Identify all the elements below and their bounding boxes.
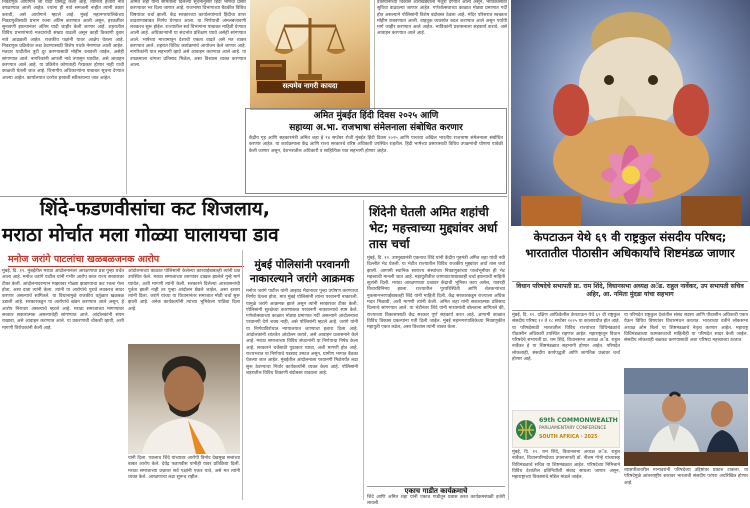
banner-text: सत्यमेव नागरी कायदा [282,82,338,90]
amit-bottom-headline: एकाच गाडीत कार्यक्रमाचे [404,487,468,495]
cpa-logo [512,410,620,448]
cpa-headline: केपटाऊन येथे ६९ वी राष्ट्रकुल संसदीय परिषद; भारतातील पीठासीन अधिकार्यांचे शिष्टमंडळ जाणार [525,230,735,260]
cpa-col4-text: व्यासपीठावरील मान्यवरांनी परिषदेच्या उद्दिष्टांवर प्रकाश टाकला. या परिषदेमुळे आंतरराष्ट्रीय स्तरावर भारताची संसदीय परंपरा अधोरेखित होणार आहे. [624,468,748,486]
shinde-headline-line2: मराठा मोर्चात मला गोळ्या घालायचा डाव [2,224,279,246]
police-headline-line2: नाकारल्याने जरांगे आक्रमक [249,273,355,285]
cpa-subheadline: विधान परिषदेचे सभापती प्रा. राम शिंदे, विधानसभा अध्यक्ष अॅड. राहुल नार्वेकर, उप सभापती सचिव अहिर, आ. नमिता मुंदडा यांचा सहभाग [516,283,744,299]
shinde-col1-text: मुंबई, दि. १२. मुंबईतील मराठा आंदोलनानंतर आरक्षणाचा प्रश्न पुन्हा चर्चेत आला आहे. मनोज जरांगे पाटील यांनी गंभीर आरोप करत राज्य सरकारवर टीका केली. आंदोलनादरम्यान माझ्यावर गोळ्या झाडण्याचा कट रचला गेला होता, असा दावा त्यांनी केला. त्यांनी या आरोपांचे पुरावे लवकरच सादर करणार असल्याचे सांगितले. या विधानामुळे राजकीय वर्तुळात खळबळ उडाली आहे. सरकारकडून या आरोपांचे खंडन करण्यात आले असून, हे आरोप निराधार असल्याचे म्हटले आहे. मराठा समाजाच्या मागण्यांवर सरकार सकारात्मक असल्याचेही सांगण्यात आले. आंदोलकांनी संयम राखावा, असे आवाहन करण्यात आले. या प्रकरणाची चौकशी व्हावी, अशी मागणी विरोधकांनी केली आहे. [2,269,124,331]
shinde-caption-text: यांनी दिला. एकनाथ शिंदे यांच्यावर आरोपी विनोद देखमुख सत्तांच्या बाबत आरोप केले. देवेंद्र फडणवीस यांनीही यावर प्रतिक्रिया दिली. मराठा समाजाच्या प्रश्नावर सर्व पक्षांनी एकत्र यावे, असे मत त्यांनी व्यक्त केले. आरक्षणाचा लढा सुरूच राहील. [128,456,240,480]
hindi-day-box [245,108,507,194]
hindi-day-body: केंद्रीय गृह आणि सहकारमंत्री अमित शहा हे १४ सप्टेंबर रोजी मुंबईत हिंदी दिवस २०२५ आणि पाचव्या अखिल भारतीय राजभाषा संमेलनाला संबोधित करणार आहेत. या कार्यक्रमाला केंद्र आणि राज्य सरकारचे वरिष्ठ अधिकारी उपस्थित राहतील. हिंदी भाषेच्या प्रसारासाठी विविध उपक्रमांची घोषणा यावेळी केली जाणार असून, देशभरातील अधिकारी व साहित्यिक यात सहभागी होणार आहेत. [249,136,503,154]
shinde-col2-text: आंदोलनाच्या काळात पोलिसांनी केलेल्या कारवाईबाबतही त्यांनी प्रश्न उपस्थित केले. मराठा समाजाच्या तरुणांवर दाखल झालेले गुन्हे मागे घ्यावेत, अशी मागणी त्यांनी केली. सरकारने दिलेल्या आश्वासनांची पूर्तता झाली नाही तर पुन्हा आंदोलन छेडले जाईल, असा इशारा त्यांनी दिला. जरांगे यांच्या या विधानानंतर समाजात मोठी चर्चा सुरू झाली आहे. अनेक कार्यकर्त्यांनी त्यांच्या भूमिकेला पाठिंबा दिला आहे. [128,269,240,312]
ganesh-idol-photo [511,0,750,226]
cpa-logo-subtitle: PARLIAMENTARY CONFERENCE [539,426,607,431]
jarange-photo [128,344,240,454]
cpa-col3-text: मुंबई, दि. १२. राम शिंदे, विधानसभा अध्यक्ष अॅड. राहुल नार्वेकर, विधानपरिषदेच्या उपसभापती डॉ. नीलम गोऱ्हे यांच्यासह विधिमंडळाचे सचिव या शिष्टमंडळात आहेत. परिषदेच्या निमित्ताने विविध देशांतील प्रतिनिधींशी संवाद साधला जाणार असून, महाराष्ट्राच्या विकासाचे मॉडेल मांडले जाईल. [512,450,620,481]
person-icon [128,344,240,454]
officials-icon [624,368,748,466]
amit-headline: शिंदेनी घेतली अमित शहांची भेट; महत्त्वाच्या मुद्द्यांवर अर्धा तास चर्चा [369,205,498,251]
amit-bottom-text: शिंदे आणि अमित शहा यांनी एकाच गाडीतून प्रवास करत कार्यक्रमस्थळी हजेरी लावली. [367,495,505,507]
amit-body-text: मुंबई, दि. १२. उपमुख्यमंत्री एकनाथ शिंदे यांनी केंद्रीय गृहमंत्री अमित शहा यांची नवी दिल्लीत भेट घेतली. या भेटीत राज्यातील विविध राजकीय मुद्द्यांवर अर्धा तास चर्चा झाली. आगामी स्थानिक स्वराज्य संस्थांच्या निवडणुकांच्या पार्श्वभूमीवर ही भेट महत्त्वाची मानली जात आहे. महायुतीतील जागावाटपाबाबतही चर्चा झाल्याची माहिती सूत्रांनी दिली. मराठा आरक्षणाच्या प्रश्नावर केंद्राची भूमिका काय असेल, यावरही विचारविनिमय झाला. राज्यातील पूरपरिस्थिती आणि शेतकऱ्यांच्या नुकसानभरपाईबाबतही शिंदे यांनी माहिती दिली. केंद्र सरकारकडून राज्याला अधिक मदत मिळावी, अशी मागणी त्यांनी केली. अमित शहा यांनी सकारात्मक प्रतिसाद दिल्याचे सांगण्यात आले. या भेटीनंतर शिंदे यांनी माध्यमांशी बोलताना सांगितले की, राज्याच्या विकासासाठी केंद्र सरकार पूर्ण सहकार्य करत आहे. आगामी काळात विविध विकास प्रकल्पांना गती दिली जाईल. मुंबई महानगरपालिकेच्या निवडणुकीत महायुती एकत्र लढेल, असा विश्वास त्यांनी व्यक्त केला. [367,256,505,331]
justice-scales-image [250,0,370,110]
officials-photo [624,368,748,466]
shinde-headline-line1: शिंदे-फडणवीसांचा कट शिजलाय, [40,198,270,220]
hindi-day-subheadline: सहाय्या अ.भा. राजभाषा संमेलनाला संबोधित करणार [289,123,463,133]
ganesh-idol-icon [511,0,750,226]
shinde-subtitle: मनोज जरांगे पाटलांचा खळबळजनक आरोप [8,254,160,265]
top-col4-text: देवस्थानाच्या विकास आराखड्याला मंजुरी देण्यात आली असून, भाविकांसाठी सुविधा वाढवल्या जाणार आहेत. गणेशोत्सवाच्या काळात मोठ्या प्रमाणात गर्दी होत असल्याने पोलिसांनी विशेष बंदोबस्त ठेवला आहे. मंदिर परिसरात स्वच्छता मोहीम राबवण्यात आली. वाहतूक व्यवस्थेत बदल करण्यात आले असून पर्यायी मार्ग जाहीर करण्यात आले आहेत. भाविकांनी प्रशासनाला सहकार्य करावे, असे आवाहन करण्यात आले आहे. [377,0,507,37]
cpa-col2-text: या परिषदेत राष्ट्रकुल देशांतील संसद सदस्य आणि पीठासीन अधिकारी एकत्र येऊन विविध विषयांवर विचारमंथन करतात. भारताच्या वतीने लोकसभा अध्यक्ष ओम बिर्ला या शिष्टमंडळाचे नेतृत्व करणार आहेत. महाराष्ट्र विधिमंडळाच्या कामकाजाची माहितीही या परिषदेत सादर केली जाईल. संसदीय लोकशाही बळकट करण्यासाठी अशा परिषदा महत्त्वाच्या ठरतात. [624,313,748,344]
hindi-day-headline: अमित मुंबईत हिंदी दिवस २०२५ आणि [313,111,439,121]
police-headline-line1: मुंबई पोलिसांनी परवानगी [254,259,350,271]
commonwealth-globe-icon [515,419,537,441]
cpa-logo-location: SOUTH AFRICA · 2025 [539,435,598,440]
police-body-text: मनोज जरांगे पाटील यांनी आझाद मैदानावर पुन्हा उपोषण करण्याचा निर्णय घेतला होता, मात्र मुंबई पोलिसांनी त्यांना परवानगी नाकारली. यामुळे जरांगे आक्रमक झाले असून त्यांनी सरकारवर टीका केली. पोलिसांनी सुरक्षेच्या कारणास्तव परवानगी नाकारल्याचे स्पष्ट केले. गणेशोत्सवाच्या काळात मोठ्या प्रमाणात गर्दी असल्याने आंदोलनाला परवानगी देणे शक्य नाही, असे पोलिसांनी म्हटले आहे. जरांगे यांनी या निर्णयाविरोधात न्यायालयात जाण्याचा इशारा दिला आहे. आंदोलकांनी शांततेत आंदोलन करावे, असे आवाहन प्रशासनाने केले आहे. मराठा समाजाच्या विविध संघटनांनी या निर्णयाचा निषेध केला आहे. सरकारने चर्चेसाठी पुढाकार घ्यावा, अशी मागणी होत आहे. राज्यभरात या निर्णयाचे पडसाद उमटत असून, ग्रामीण भागात बैठका घेतल्या जात आहेत. मुंबईतील आंदोलनाला परवानगी मिळेपर्यंत लढा सुरू ठेवण्याचा निर्धार कार्यकर्त्यांनी व्यक्त केला आहे. पोलिसांनी शहरातील विविध ठिकाणी बंदोबस्त वाढवला आहे. [246,289,358,376]
cpa-logo-title: 69th COMMONWEALTH [539,417,618,424]
top-col2-text: अमित शहा यांनी समितीला दिलेल्या सूचनांनुसार हिंदी भाषेचा प्रसार करण्यावर भर दिला जाणार आहे. राजभाषा विभागाच्या बैठकीत विविध विषयांवर चर्चा झाली. केंद्र सरकारच्या कार्यालयांमध्ये हिंदीचा वापर वाढवण्याबाबत निर्णय घेण्यात आला. या निर्णयाची अंमलबजावणी लवकरच सुरू होईल. राज्यातील सर्व विभागांना याबाबत माहिती देण्यात आली आहे. अधिकाऱ्यांनी या संदर्भात प्रशिक्षण घ्यावे असेही सांगण्यात आले. भाषेच्या माध्यमातून देशाची एकता वाढते असे मत व्यक्त करण्यात आले. शहरात विविध कार्यक्रमांचे आयोजन केले जाणार आहे. नागरिकांनी यात सहभागी व्हावे असे आवाहन करण्यात आले आहे. या उपक्रमाला चांगला प्रतिसाद मिळेल, असा विश्वास व्यक्त करण्यात आला. [130,0,246,68]
top-col1-text: निवडणूक आयोगाने जी यादी प्रसिद्ध केली आहे, त्यामध्ये हजारो नावे वगळण्यात आली आहेत. ज्यांना ही नावे समजली नाहीत त्यांनी तक्रार करावी, असे आयोगाने म्हटले आहे. मुंबई महानगरपालिकेच्या निवडणुकीसाठी प्रभाग रचना अंतिम करण्यात आली असून, हरकतींवर सुनावणी झाल्यानंतर अंतिम यादी जाहीर केली जाणार आहे. शहरातील विविध प्रभागांमध्ये मतदारांची संख्या वाढली असून काही ठिकाणी दुबार नावे आढळली आहेत. राजकीय पक्षांनी यावर आक्षेप घेतला आहे. निवडणूक प्रक्रियेवर लक्ष ठेवण्यासाठी विशेष पथके नेमण्यात आली आहेत. मतदार यादीतील त्रुटी दूर करण्यासाठी मोहीम राबवली जाईल, असेही सांगण्यात आले. नागरिकांनी आपली नावे तपासून घ्यावीत, असे आवाहन करण्यात आले आहे. या प्रक्रियेत कोणताही गैरप्रकार होणार नाही याची काळजी घेतली जात आहे. विभागीय अधिकाऱ्यांना याबाबत सूचना देण्यात आल्या आहेत. कार्यालयात दररोज हरकती स्वीकारल्या जात आहेत. [2,0,124,81]
cpa-col1-text: मुंबई, दि. १२. दक्षिण आफ्रिकेतील केपटाऊन येथे ६९ वी राष्ट्रकुल संसदीय परिषद १२ ते १८ सप्टेंबर २०२५ या कालावधीत होत आहे. या परिषदेसाठी भारतातील विविध राज्यांच्या विधिमंडळांचे पीठासीन अधिकारी उपस्थित राहणार आहेत. महाराष्ट्रातून विधान परिषदेचे सभापती प्रा. राम शिंदे, विधानसभा अध्यक्ष अॅड. राहुल नार्वेकर हे या शिष्टमंडळात सहभागी होणार आहेत. परिषदेत लोकशाही, संसदीय कार्यपद्धती आणि जागतिक प्रश्नांवर चर्चा होणार आहे. [512,313,620,363]
